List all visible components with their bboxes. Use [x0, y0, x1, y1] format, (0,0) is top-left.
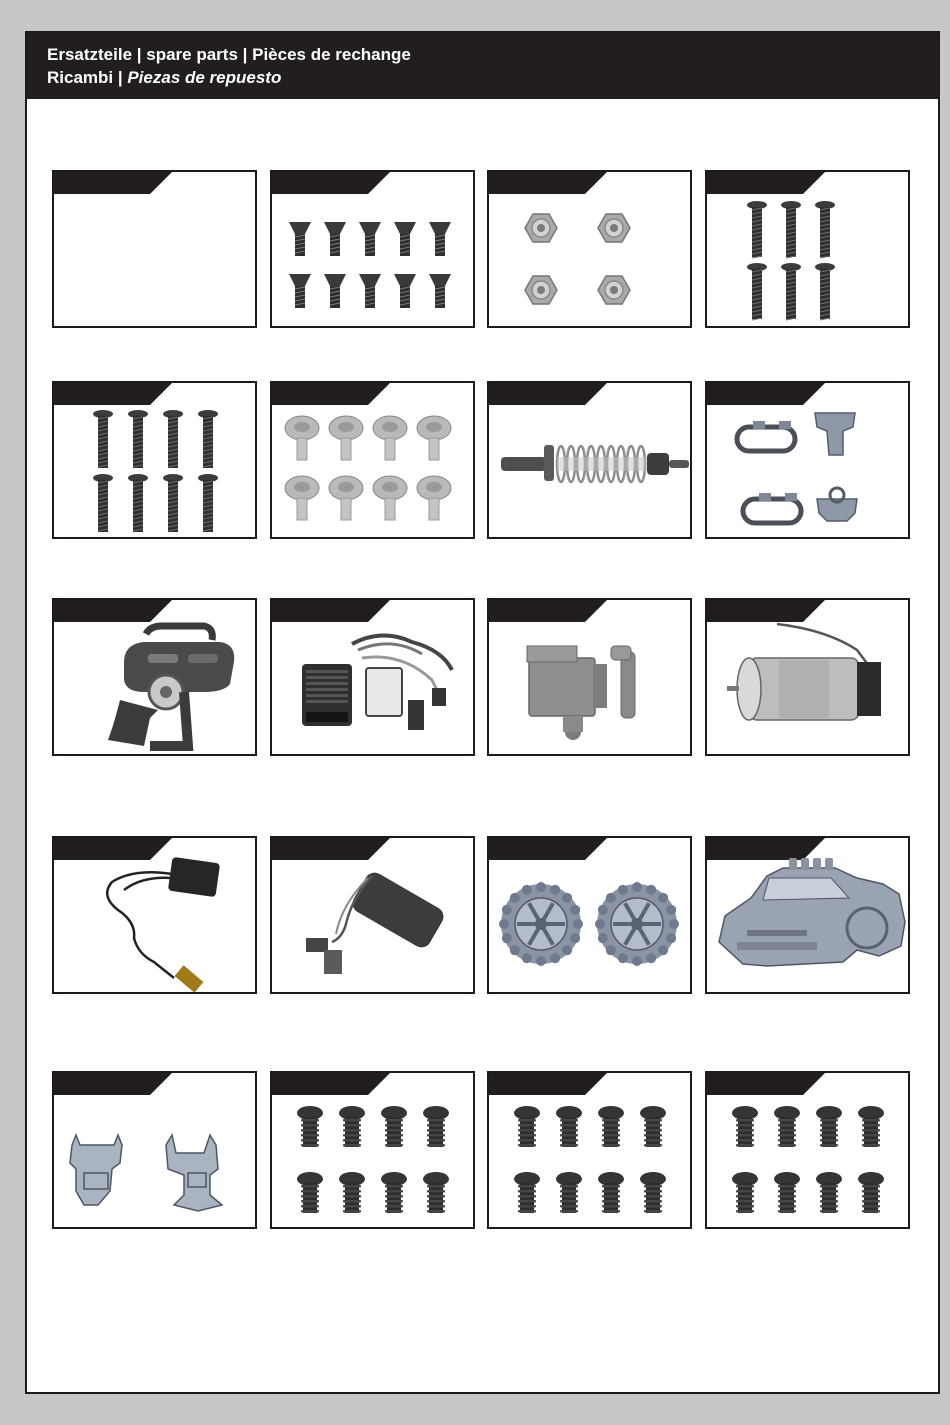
part-body-mounts: [52, 1071, 257, 1229]
esc-receiver-drawing: [302, 635, 452, 730]
servo-image: [489, 600, 692, 756]
usb-charger-image: [54, 838, 257, 994]
part-label-tab: [489, 172, 607, 194]
wheels-2-image: [489, 838, 692, 994]
part-round-screws-8: [270, 1071, 475, 1229]
part-esc-receiver: [270, 598, 475, 756]
long-screws-8-drawing: [93, 410, 218, 532]
round-screws-8-drawing: [297, 1106, 449, 1213]
part-flange-screws-8: [270, 381, 475, 539]
part-label-tab: [707, 172, 825, 194]
part-servo: [487, 598, 692, 756]
long-screws-6-drawing: [747, 201, 835, 320]
part-label-tab: [272, 172, 390, 194]
shock-absorber-image: [489, 383, 692, 539]
spare-parts-page: [25, 31, 940, 1394]
body-mounts-image: [54, 1073, 257, 1229]
long-screws-6-image: [707, 172, 910, 328]
round-screws-8-image: [707, 1073, 910, 1229]
bumper-mounts-image: [707, 383, 910, 539]
lock-nuts-4-drawing: [525, 214, 630, 304]
part-label-tab: [272, 383, 390, 405]
part-round-screws-8: [705, 1071, 910, 1229]
header-title-ricambi: Ricambi |: [47, 68, 128, 87]
shock-absorber-drawing: [501, 445, 689, 482]
part-motor: [705, 598, 910, 756]
round-screws-8-image: [272, 1073, 475, 1229]
part-label-tab: [272, 600, 390, 622]
car-body-image: [707, 838, 910, 994]
header-title-line1: Ersatzteile | spare parts | Pièces de rechange: [47, 45, 411, 64]
part-flat-screws-10: [270, 170, 475, 328]
car-body-drawing: [719, 858, 905, 966]
round-screws-8-drawing: [732, 1106, 884, 1213]
flat-screws-10-drawing: [289, 222, 451, 308]
battery-drawing: [306, 869, 447, 974]
part-lock-nuts-4: [487, 170, 692, 328]
part-label-tab: [54, 172, 172, 194]
part-long-screws-8: [52, 381, 257, 539]
header-title-spanish: Piezas de repuesto: [127, 68, 282, 87]
flange-screws-8-drawing: [285, 416, 451, 520]
long-screws-8-image: [54, 383, 257, 539]
part-label-tab: [707, 383, 825, 405]
empty-image: [54, 172, 257, 328]
battery-image: [272, 838, 475, 994]
part-usb-charger: [52, 836, 257, 994]
transmitter-drawing: [108, 626, 234, 746]
part-shock-absorber: [487, 381, 692, 539]
part-label-tab: [489, 383, 607, 405]
header-title-line2: [47, 68, 281, 88]
part-label-tab: [707, 1073, 825, 1095]
page-header: [27, 33, 938, 99]
part-label-tab: [54, 838, 172, 860]
esc-receiver-image: [272, 600, 475, 756]
part-label-tab: [489, 600, 607, 622]
part-round-screws-8: [487, 1071, 692, 1229]
part-label-tab: [489, 1073, 607, 1095]
body-mounts-drawing: [70, 1135, 222, 1211]
part-label-tab: [489, 838, 607, 860]
part-label-tab: [707, 600, 825, 622]
part-car-body: [705, 836, 910, 994]
lock-nuts-4-image: [489, 172, 692, 328]
round-screws-8-drawing: [514, 1106, 666, 1213]
part-long-screws-6: [705, 170, 910, 328]
part-empty: [52, 170, 257, 328]
part-label-tab: [54, 1073, 172, 1095]
wheels-2-drawing: [499, 882, 679, 966]
part-label-tab: [54, 383, 172, 405]
usb-charger-drawing: [107, 857, 220, 993]
servo-drawing: [527, 646, 635, 740]
transmitter-image: [54, 600, 257, 756]
motor-image: [707, 600, 910, 756]
motor-drawing: [727, 624, 881, 720]
flange-screws-8-image: [272, 383, 475, 539]
bumper-mounts-drawing: [737, 413, 857, 523]
part-transmitter: [52, 598, 257, 756]
part-battery: [270, 836, 475, 994]
part-label-tab: [272, 838, 390, 860]
round-screws-8-image: [489, 1073, 692, 1229]
part-bumper-mounts: [705, 381, 910, 539]
part-label-tab: [54, 600, 172, 622]
part-label-tab: [707, 838, 825, 860]
part-label-tab: [272, 1073, 390, 1095]
part-wheels-2: [487, 836, 692, 994]
flat-screws-10-image: [272, 172, 475, 328]
